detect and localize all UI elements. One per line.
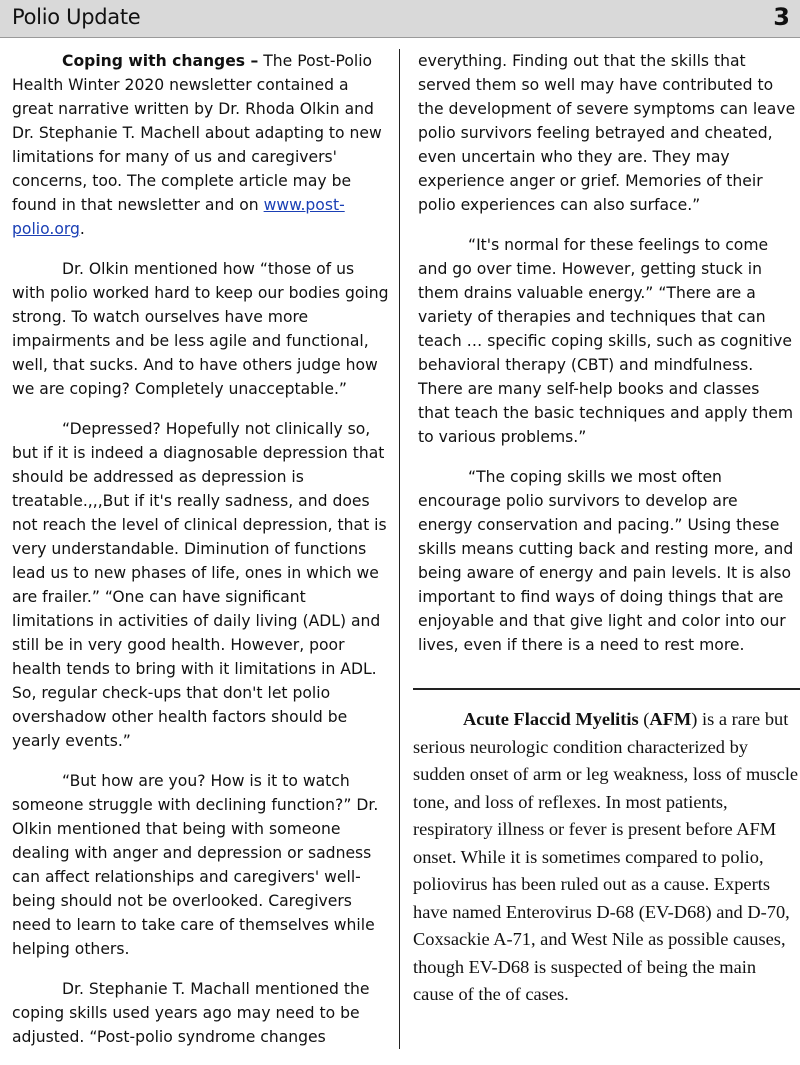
afm-text: is a rare but serious neurologic condition characterized by sudden onset of arm or leg weakness, loss of muscle tone, and loss of reflexes. In most patients, respiratory illness or fever is present before AFM onset. While it is sometimes compared to polio, poliovirus has been ruled out as a cause. Experts have named Enterovirus D-68 (EV-D68) and D-70, Coxsackie A-71, and West Nile as possible causes, though EV-D68 is suspected of being the main cause of the of cases. <box>413 709 799 1004</box>
section-rule <box>413 688 800 690</box>
paragraph-end: . <box>79 220 85 238</box>
paragraph-olkin: Dr. Olkin mentioned how “those of us with polio worked hard to keep our bodies going strong. To watch ourselves have more impairments and be less agile and functional, well, that sucks. And to have others judge how we are coping? Completely unacceptable.” <box>12 260 389 398</box>
section-lead: Coping with changes – <box>62 52 259 70</box>
paragraph-coping-skills: “The coping skills we most often encourage polio survivors to develop are energy conservation and pacing.” Using these skills means cutting back and resting more, and being aware of energy and pain levels. It is also important to find ways of doing things that are enjoyable and that give light and color into our lives, even if there is a need to rest more. <box>418 468 794 654</box>
paragraph-machall: Dr. Stephanie T. Machall mentioned the coping skills used years ago may need to be adjusted. “Post-polio syndrome changes <box>12 980 370 1046</box>
afm-lead: Acute Flaccid Myelitis <box>463 709 639 729</box>
paragraph-text: The Post-Polio Health Winter 2020 newsletter contained a great narrative written by Dr. Rhoda Olkin and Dr. Stephanie T. Machell about adapting to new limitations for many of us and caregivers' concerns, too. The complete article may be found in that newsletter and on <box>12 52 382 214</box>
paragraph-depressed: “Depressed? Hopefully not clinically so, but if it is indeed a diagnosable depression that should be addressed as depression is treatable.,,,But if it's really sadness, and does not reach the level of clinical depression, that is very understandable. Diminution of functions lead us to new phases of life, ones in which we are frailer.” “One can have significant limitations in activities of daily living (ADL) and still be in very good health. However, poor health tends to bring with it limitations in ADL. So, regular check-ups that don't let polio overshadow other health factors should be yearly events.” <box>12 420 387 750</box>
afm-article: Acute Flaccid Myelitis (AFM) is a rare but serious neurologic condition characterized by sudden onset of arm or leg weakness, loss of muscle tone, and loss of reflexes. In most patients, respiratory illness or fever is present before AFM onset. While it is sometimes compared to polio, poliovirus has been ruled out as a cause. Experts have named Enterovirus D-68 (EV-D68) and D-70, Coxsackie A-71, and West Nile as possible causes, though EV-D68 is suspected of being the main cause of the of cases. <box>413 709 799 1004</box>
newsletter-title: Polio Update <box>12 5 141 29</box>
paragraph-continued: everything. Finding out that the skills that served them so well may have contributed to the development of severe symptoms can leave polio survivors feeling betrayed and cheated, even uncertain who they are. They may experience anger or grief. Memories of their polio experiences can also surface.” <box>418 52 796 214</box>
afm-abbr: AFM <box>649 709 692 729</box>
paragraph-how-are-you: “But how are you? How is it to watch someone struggle with declining function?” Dr. Olkin mentioned that being with someone dealing with anger and depression or sadness can affect relationships and caregivers' well-being should not be overlooked. Caregivers need to learn to take care of themselves while helping others. <box>12 772 379 958</box>
left-column <box>12 49 390 1065</box>
page-number: 3 <box>773 3 790 31</box>
paragraph-coping-intro <box>12 49 390 241</box>
paragraph-normal-feelings: “It's normal for these feelings to come and go over time. However, getting stuck in them drains valuable energy.” “There are a variety of therapies and techniques that can teach … specific coping skills, such as cognitive behavioral therapy (CBT) and mindfulness. There are many self-help books and classes that teach the basic techniques and apply them to various problems.” <box>418 236 794 446</box>
page-header <box>0 0 800 38</box>
right-column <box>418 49 796 673</box>
column-divider <box>399 49 400 1049</box>
post-polio-link[interactable]: www.post-polio.org <box>12 196 345 238</box>
